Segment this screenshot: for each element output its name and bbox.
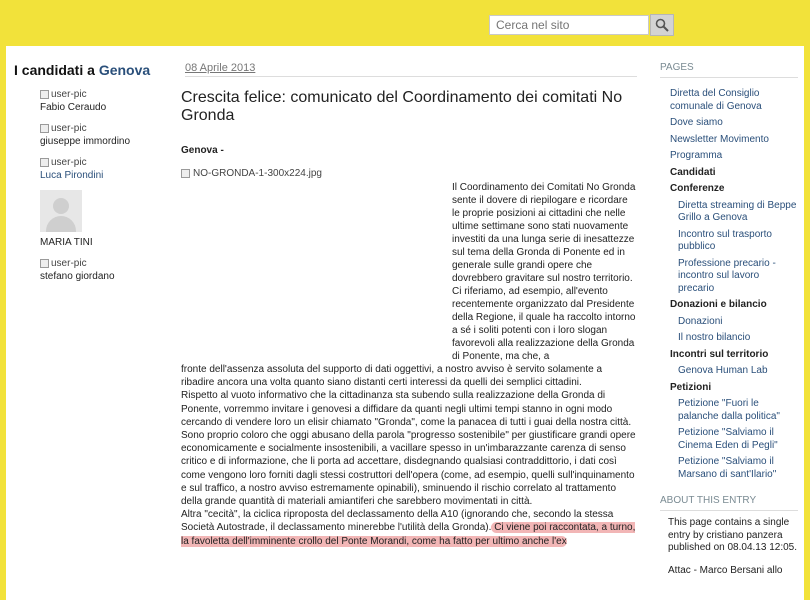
- sidebar-link[interactable]: Diretta streaming di Beppe Grillo a Genova: [678, 199, 797, 223]
- broken-image-icon: [40, 259, 49, 268]
- about-section: [660, 495, 798, 576]
- post-image-alt: NO-GRONDA-1-300x224.jpg: [193, 168, 322, 179]
- post-intro-text: Il Coordinamento dei Comitati No Gronda sente il dovere di riepilogare e ricordare le proprie posizioni ai cittadini che nelle ultime settimane sono stati nuovamente investiti da una lunga serie di inesattezze sul tema della Gronda di Ponente ed in generale sulle grandi opere che dovrebbero gravitare sul nostro territorio. Ci riferiamo, ad esempio, all'evento recentemente organizzato dal Presidente della Regione, il quale ha raccolto intorno a sé i soliti potenti con i loro slogan favorevoli alla realizzazione della Gronda di Ponente, ma che, a: [452, 182, 636, 362]
- sidebar-category: Incontri sul territorio: [670, 348, 769, 360]
- sidebar-link[interactable]: Genova Human Lab: [678, 365, 768, 376]
- sidebar-link[interactable]: Petizione "Fuori le palanche dalla politica": [678, 398, 780, 422]
- about-text: This page contains a single entry by cristiano panzera published on 08.04.13 12:05.: [668, 517, 797, 553]
- post-paragraph: [181, 508, 637, 548]
- post-title[interactable]: Crescita felice: comunicato del Coordinamento dei comitati No Gronda: [181, 89, 623, 124]
- sidebar-link[interactable]: Petizione "Salviamo il Marsano di sant'Ilario": [678, 456, 777, 480]
- sidebar-link[interactable]: Newsletter Movimento: [670, 133, 769, 145]
- candidate-pic: [40, 122, 174, 135]
- page-content: [6, 46, 804, 600]
- about-heading: ABOUT THIS ENTRY: [660, 495, 798, 511]
- candidate-pic-alt: user-pic: [51, 258, 87, 269]
- broken-image-icon: [40, 90, 49, 99]
- post-image: [181, 168, 637, 179]
- post-paragraph-highlight: Ci viene poi raccontata, a turno, la favoletta dell'imminente crollo del Ponte Morandi, come ha fatto per ultimo anche l'ex: [181, 522, 636, 547]
- candidate-name[interactable]: giuseppe immordino: [40, 136, 131, 147]
- sidebar-category: Donazioni e bilancio: [670, 299, 767, 310]
- candidate-pic-alt: user-pic: [51, 123, 87, 134]
- candidate-name[interactable]: Luca Pirondini: [40, 170, 104, 181]
- candidate-pic: [40, 156, 174, 169]
- sidebar-link[interactable]: Il nostro bilancio: [678, 332, 751, 343]
- candidate-pic-alt: user-pic: [51, 89, 87, 100]
- sidebar-link[interactable]: Dove siamo: [670, 117, 723, 128]
- candidates-title: [14, 62, 174, 78]
- sidebar-link[interactable]: Professione precario - incontro sul lavoro precario: [678, 257, 776, 294]
- post-article: [181, 62, 637, 548]
- candidates-sidebar: [14, 62, 174, 291]
- pages-heading: PAGES: [660, 62, 798, 78]
- candidate-name[interactable]: stefano giordano: [40, 271, 115, 282]
- candidate-item[interactable]: [40, 257, 174, 283]
- candidate-item[interactable]: [40, 88, 174, 114]
- candidate-pic: [40, 88, 174, 101]
- search-icon: [655, 18, 669, 32]
- sidebar-link[interactable]: Incontro sul trasporto pubblico: [678, 228, 772, 252]
- candidate-pic: [40, 257, 174, 270]
- broken-image-icon: [40, 158, 49, 167]
- candidate-item[interactable]: [40, 156, 174, 182]
- pages-list: [660, 88, 798, 481]
- candidates-title-city[interactable]: Genova: [98, 62, 151, 78]
- candidate-name[interactable]: MARIA TINI: [40, 237, 93, 248]
- post-paragraph: fronte dell'assenza assoluta del supporto di dati oggettivi, a nostro avviso è servito solamente a ribadire ancora una volta quanto siano distanti certi interessi da quelli dei semplici cittadini.: [181, 364, 603, 389]
- candidates-title-prefix: I candidati a: [14, 62, 95, 78]
- sidebar-category: Candidati: [670, 166, 716, 178]
- candidate-item[interactable]: [40, 122, 174, 148]
- candidate-name[interactable]: Fabio Ceraudo: [40, 102, 107, 113]
- default-avatar-icon: [40, 190, 82, 232]
- search-button[interactable]: [650, 14, 674, 36]
- candidate-pic-alt: user-pic: [51, 157, 87, 168]
- right-sidebar: [660, 62, 798, 576]
- candidate-item[interactable]: [40, 190, 174, 249]
- top-header: [0, 0, 810, 46]
- post-date[interactable]: 08 Aprile 2013: [185, 62, 637, 77]
- post-paragraph-part: Altra "cecità", la ciclica riproposta del declassamento della A10 (ignorando che, secondo la stessa Società Autostrade, il declassamento minerebbe l'utilità della Gronda).: [181, 509, 614, 534]
- search-input[interactable]: [489, 15, 649, 35]
- sidebar-link[interactable]: Petizione "Salviamo il Cinema Eden di Pegli": [678, 427, 778, 451]
- broken-image-icon: [181, 169, 190, 178]
- attac-entry[interactable]: Attac - Marco Bersani allo: [668, 564, 783, 576]
- sidebar-link[interactable]: Programma: [670, 150, 723, 161]
- post-location: Genova -: [181, 145, 224, 156]
- sidebar-category: Conferenze: [670, 183, 725, 194]
- post-paragraph: Sono proprio coloro che oggi abusano della parola "progresso sostenibile" per giustificare grandi opere economicamente e socialmente insostenibili, a vacillare spesso in un'imbarazzante carenza di senso critico e di informazione, che li porta ad accettare, disdegnando qualsiasi contraddittorio, i dati così come vengono loro forniti dagli stessi costruttori dell'opera (come, ad esempio, quelli sull'inquinamento e sul traffico, a nostro avviso estremamente opinabili), sminuendo il rischio correlato al trattamento della grande quantità di materiali amiantiferi che sarebbero movimentati in città.: [181, 430, 636, 508]
- sidebar-link[interactable]: Diretta del Consiglio comunale di Genova: [670, 88, 762, 112]
- broken-image-icon: [40, 124, 49, 133]
- sidebar-category: Petizioni: [670, 381, 712, 393]
- post-paragraph: Rispetto al vuoto informativo che la cittadinanza sta subendo sulla realizzazione della Gronda di Ponente, vorremmo invitare i genovesi a diffidare da quanti negli ultimi tempi stanno in ogni modo cercando di vendere loro un elisir chiamato "Gronda", come la panacea di tutti i guai della nostra città.: [181, 390, 632, 428]
- sidebar-link[interactable]: Donazioni: [678, 315, 723, 327]
